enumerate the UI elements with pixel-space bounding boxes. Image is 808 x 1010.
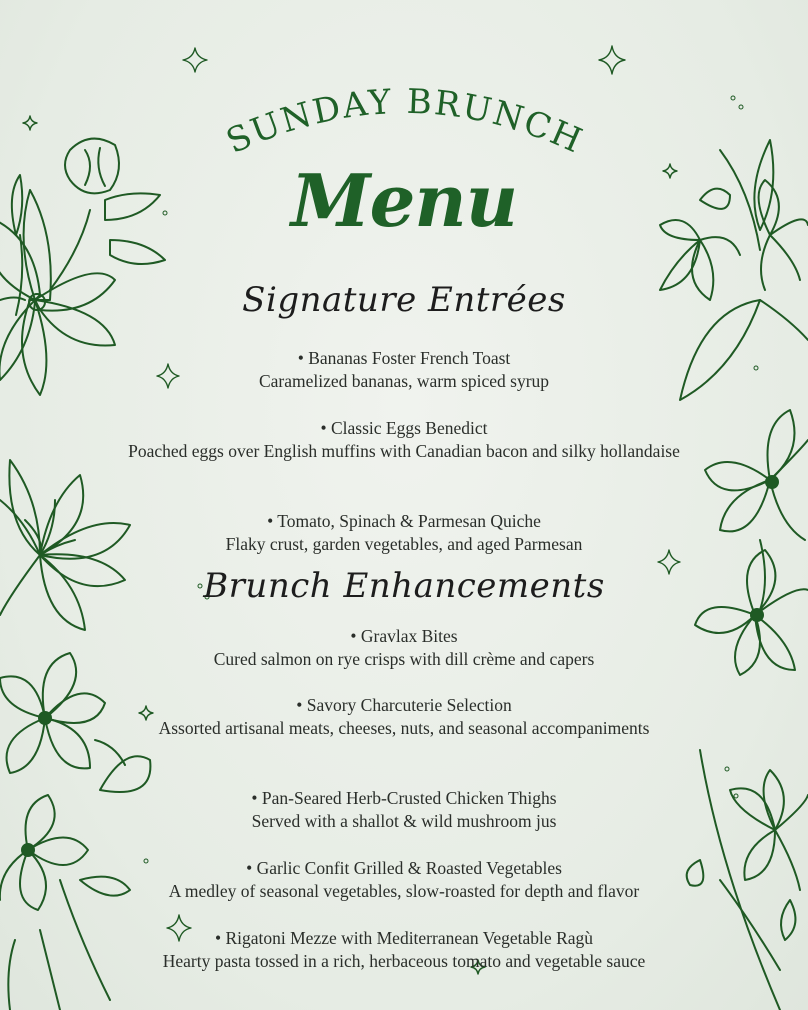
item-name: • Bananas Foster French Toast [297,348,511,368]
menu-item [120,347,688,393]
item-description: A medley of seasonal vegetables, slow-roasted for depth and flavor [168,881,640,901]
menu-item [120,694,688,740]
page-title: Menu [290,158,518,243]
item-name: • Gravlax Bites [350,626,458,646]
menu-item [120,510,688,556]
menu-item [100,857,708,903]
item-name: • Tomato, Spinach & Parmesan Quiche [267,511,541,531]
section-title-signature-entrees: Signature Entrées [242,280,566,320]
item-name: • Pan-Seared Herb-Crusted Chicken Thighs [251,788,557,808]
item-name: • Garlic Confit Grilled & Roasted Vegetables [246,858,562,878]
eyebrow-text: SUNDAY BRUNCH [220,81,590,163]
svg-text:SUNDAY BRUNCH [221,82,590,162]
menu-item [90,927,718,973]
item-description: Flaky crust, garden vegetables, and aged Parmesan [225,534,583,554]
menu-item [120,625,688,671]
item-name: • Savory Charcuterie Selection [296,695,512,715]
item-description: Assorted artisanal meats, cheeses, nuts, and seasonal accompaniments [158,718,650,738]
item-name: • Rigatoni Mezze with Mediterranean Vegetable Ragù [214,928,594,948]
item-description: Served with a shallot & wild mushroom jus [251,811,557,831]
menu-item [120,787,688,833]
item-name: • Classic Eggs Benedict [320,418,488,438]
item-description: Caramelized bananas, warm spiced syrup [258,371,550,391]
item-description: Hearty pasta tossed in a rich, herbaceous tomato and vegetable sauce [162,951,646,971]
menu-item [120,417,688,463]
item-description: Poached eggs over English muffins with Canadian bacon and silky hollandaise [128,441,680,461]
item-description: Cured salmon on rye crisps with dill crème and capers [213,649,595,669]
section-title-brunch-enhancements: Brunch Enhancements [203,566,605,606]
